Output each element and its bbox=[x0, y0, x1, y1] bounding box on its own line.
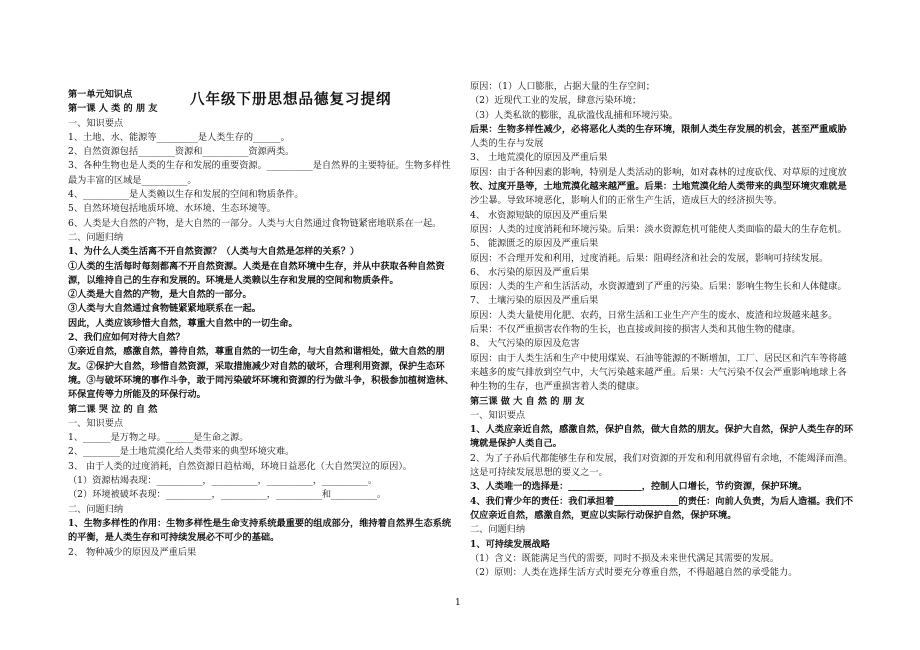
right-line: 原因：人类的生产和生活活动，水资源遭到了严重的污染。后果：影响生物生长和人体健康。 bbox=[470, 281, 847, 293]
right-line: 7、 土壤污染的原因及严重后果 bbox=[470, 295, 599, 307]
right-line: 6、 水污染的原因及严重后果 bbox=[470, 266, 590, 278]
right-line: 后果：不仅严重损害农作物的生长，也直接或间接的损害人类和其他生物的健康。 bbox=[470, 324, 801, 336]
right-line: 境就是保护人类自己。 bbox=[470, 438, 562, 450]
left-line: 一、知识要点 bbox=[68, 117, 124, 129]
right-line: 仅应亲近自然，感激自然，更应以实际行动保护自然，保护环境。 bbox=[470, 509, 737, 521]
left-line: 1、______是万物之母。______是生命之源。 bbox=[68, 432, 249, 444]
left-line: （1）资源枯竭表现：__________，__________，__________，__________。 bbox=[68, 475, 378, 487]
page-number: 1 bbox=[455, 598, 461, 608]
left-line: 的平衡，是人类生存和可持续发展必不可少的基础。 bbox=[68, 532, 280, 544]
left-line: 二、问题归纳 bbox=[68, 503, 124, 515]
right-line: 后果：生物多样性减少，必将恶化人类的生存环境，限制人类生存发展的机会，甚至严重威胁 bbox=[470, 123, 847, 135]
left-line: 2、 物种减少的原因及严重后果 bbox=[68, 546, 197, 558]
right-line: 这是可持续发展思想的要义之一。 bbox=[470, 467, 608, 479]
right-line: 3、人类唯一的选择是：________________，控制人口增长，节约资源，保护环境。 bbox=[470, 481, 808, 493]
left-line: 3、 由于人类的过度消耗，自然资源日趋枯竭，环境日益恶化（大自然哭泣的原因）。 bbox=[68, 460, 413, 472]
left-line: 第一单元知识点 bbox=[68, 89, 133, 100]
right-line: 4、我们青少年的责任：我们承担着______________的责任：向前人负责，为后人造福。我们不 bbox=[470, 495, 854, 507]
left-line: 源，以维持自己的生存和发展的。环境是人类赖以生存和发展的空间和物质条件。 bbox=[68, 274, 399, 286]
left-line: ②人类是大自然的产物，是大自然的一部分。 bbox=[68, 289, 252, 301]
left-line: 第一课 人 类 的 朋 友 bbox=[68, 103, 158, 115]
left-line: 2、自然资源包括________资源和__________资源两类。 bbox=[68, 146, 295, 158]
right-line: 3、 土地荒漠化的原因及严重后果 bbox=[470, 152, 608, 164]
left-line: （2）环境被破坏表现：__________，__________，__________和__________。 bbox=[68, 489, 387, 501]
left-line: 4、__________是人类赖以生存和发展的空间和物质条件。 bbox=[68, 189, 304, 201]
left-line: 3、各种生物也是人类的生存和发展的重要资源。__________是自然界的主要特征。生物多样性 bbox=[68, 160, 451, 172]
page-title: 八年级下册思想品德复习提纲 bbox=[190, 91, 392, 108]
right-line: 一、知识要点 bbox=[470, 409, 526, 421]
left-line: 1、为什么人类生活离不开自然资源？（人类与大自然是怎样的关系？） bbox=[68, 246, 360, 258]
right-line: 原因：不合理开发和利用，过度消耗。后果：阻碍经济和社会的发展，影响可持续发展。 bbox=[470, 252, 829, 264]
right-line: 沙尘暴。导致环境恶化，影响人们的正常生产生活，造成巨大的经济损失等。 bbox=[470, 195, 783, 207]
left-line: 因此，人类应该珍惜大自然，尊重大自然中的一切生命。 bbox=[68, 317, 298, 329]
left-line: 2、我们应如何对待大自然？ bbox=[68, 332, 185, 344]
left-line: 友。②保护大自然，珍惜自然资源，采取措施减少对自然的破坏，合理利用资源，保护生态环 bbox=[68, 360, 445, 372]
left-line: 1、生物多样性的作用：生物多样性是生命支持系统最重要的组成部分，维持着自然界生态系统 bbox=[68, 517, 452, 529]
right-line: （2）原则：人类在选择生活方式时要充分尊重自然，不得超越自然的承受能力。 bbox=[470, 567, 798, 579]
left-line: 2、________是土地荒漠化给人类带来的典型环境灾难。 bbox=[68, 446, 295, 458]
left-line: 环保宣传等力所能及的环保行动。 bbox=[68, 389, 206, 401]
right-line: 1、人类应亲近自然，感激自然，保护自然，做大自然的朋友。保护大自然，保护人类生存的环 bbox=[470, 424, 854, 436]
left-line: 一、知识要点 bbox=[68, 417, 124, 429]
right-line: 第三课 做 大 自 然 的 朋 友 bbox=[470, 395, 585, 407]
left-line: 第二课 哭 泣 的 自 然 bbox=[68, 403, 158, 415]
left-line: 1、土地、水、能源等_________是人类生存的______。 bbox=[68, 131, 290, 143]
left-line: 最为丰富的区域是__________。 bbox=[68, 174, 197, 186]
right-line: （3）人类私欲的膨胀，乱砍滥伐乱捕和环境污染。 bbox=[470, 109, 678, 121]
right-column bbox=[470, 80, 858, 580]
right-line: 原因：（1）人口膨胀，占据大量的生存空间； bbox=[470, 81, 655, 92]
left-line: 6、人类是大自然的产物，是大自然的一部分。人类与大自然通过食物链紧密地联系在一起。 bbox=[68, 217, 442, 229]
left-line: 境。③与破坏环境的事作斗争，敢于同污染破坏环境和资源的行为做斗争，积极参加植树造林、 bbox=[68, 374, 454, 386]
right-line: 原因：由于各种因素的影响，特别是人类活动的影响，如对森林的过度砍伐、对草原的过度放 bbox=[470, 166, 847, 178]
right-line: 5、 能源匮乏的原因及严重后果 bbox=[470, 238, 599, 250]
left-line: ③人类与大自然通过食物链紧紧地联系在一起。 bbox=[68, 303, 261, 315]
right-line: 4、 水资源短缺的原因及严重后果 bbox=[470, 209, 608, 221]
right-line: 原因：由于人类生活和生产中使用煤炭、石油等能源的不断增加，工厂、居民区和汽车等将越 bbox=[470, 352, 847, 364]
left-line: 二、问题归纳 bbox=[68, 231, 124, 243]
right-line: 8、 大气污染的原因及危害 bbox=[470, 338, 580, 350]
left-column bbox=[68, 88, 463, 560]
right-line: 来越多的废气排放到空气中，大气污染越来越严重。后果：大气污染不仅会严重影响地球上各 bbox=[470, 366, 847, 378]
right-line: 1、可持续发展战略 bbox=[470, 538, 550, 550]
right-line: 人类的生存与发展 bbox=[470, 138, 544, 150]
left-line: 5、自然环境包括地质环境、水环境、生态环境等。 bbox=[68, 203, 276, 215]
right-line: 种生物的生存，也严重损害着人类的健康。 bbox=[470, 381, 645, 393]
right-line: （1）含义：既能满足当代的需要，同时不损及未来世代满足其需要的发展。 bbox=[470, 552, 780, 564]
left-line: ①人类的生活每时每刻都离不开自然资源。人类是在自然环境中生存，并从中获取各种自然资 bbox=[68, 260, 445, 272]
right-line: 原因：人类大量使用化肥、农药，日常生活和工业生产产生的废水、废渣和垃圾越来越多。 bbox=[470, 309, 838, 321]
right-line: （2）近现代工业的发展，肆意污染环境； bbox=[470, 95, 642, 107]
right-line: 原因：人类的过度消耗和环境污染。后果：淡水资源危机可能使人类面临的最大的生存危机。 bbox=[470, 223, 847, 235]
left-line: ①亲近自然，感激自然，善待自然，尊重自然的一切生命，与大自然和谐相处，做大自然的朋 bbox=[68, 346, 445, 358]
right-line: 2、为了子孙后代都能够生存和发展，我们对资源的开发和利用就得留有余地，不能竭泽而渔。 bbox=[470, 452, 853, 464]
right-line: 二、问题归纳 bbox=[470, 524, 526, 536]
right-line: 牧、过度开垦等，土地荒漠化越来越严重。后果：土地荒漠化给人类带来的典型环境灾难就是 bbox=[470, 181, 847, 193]
